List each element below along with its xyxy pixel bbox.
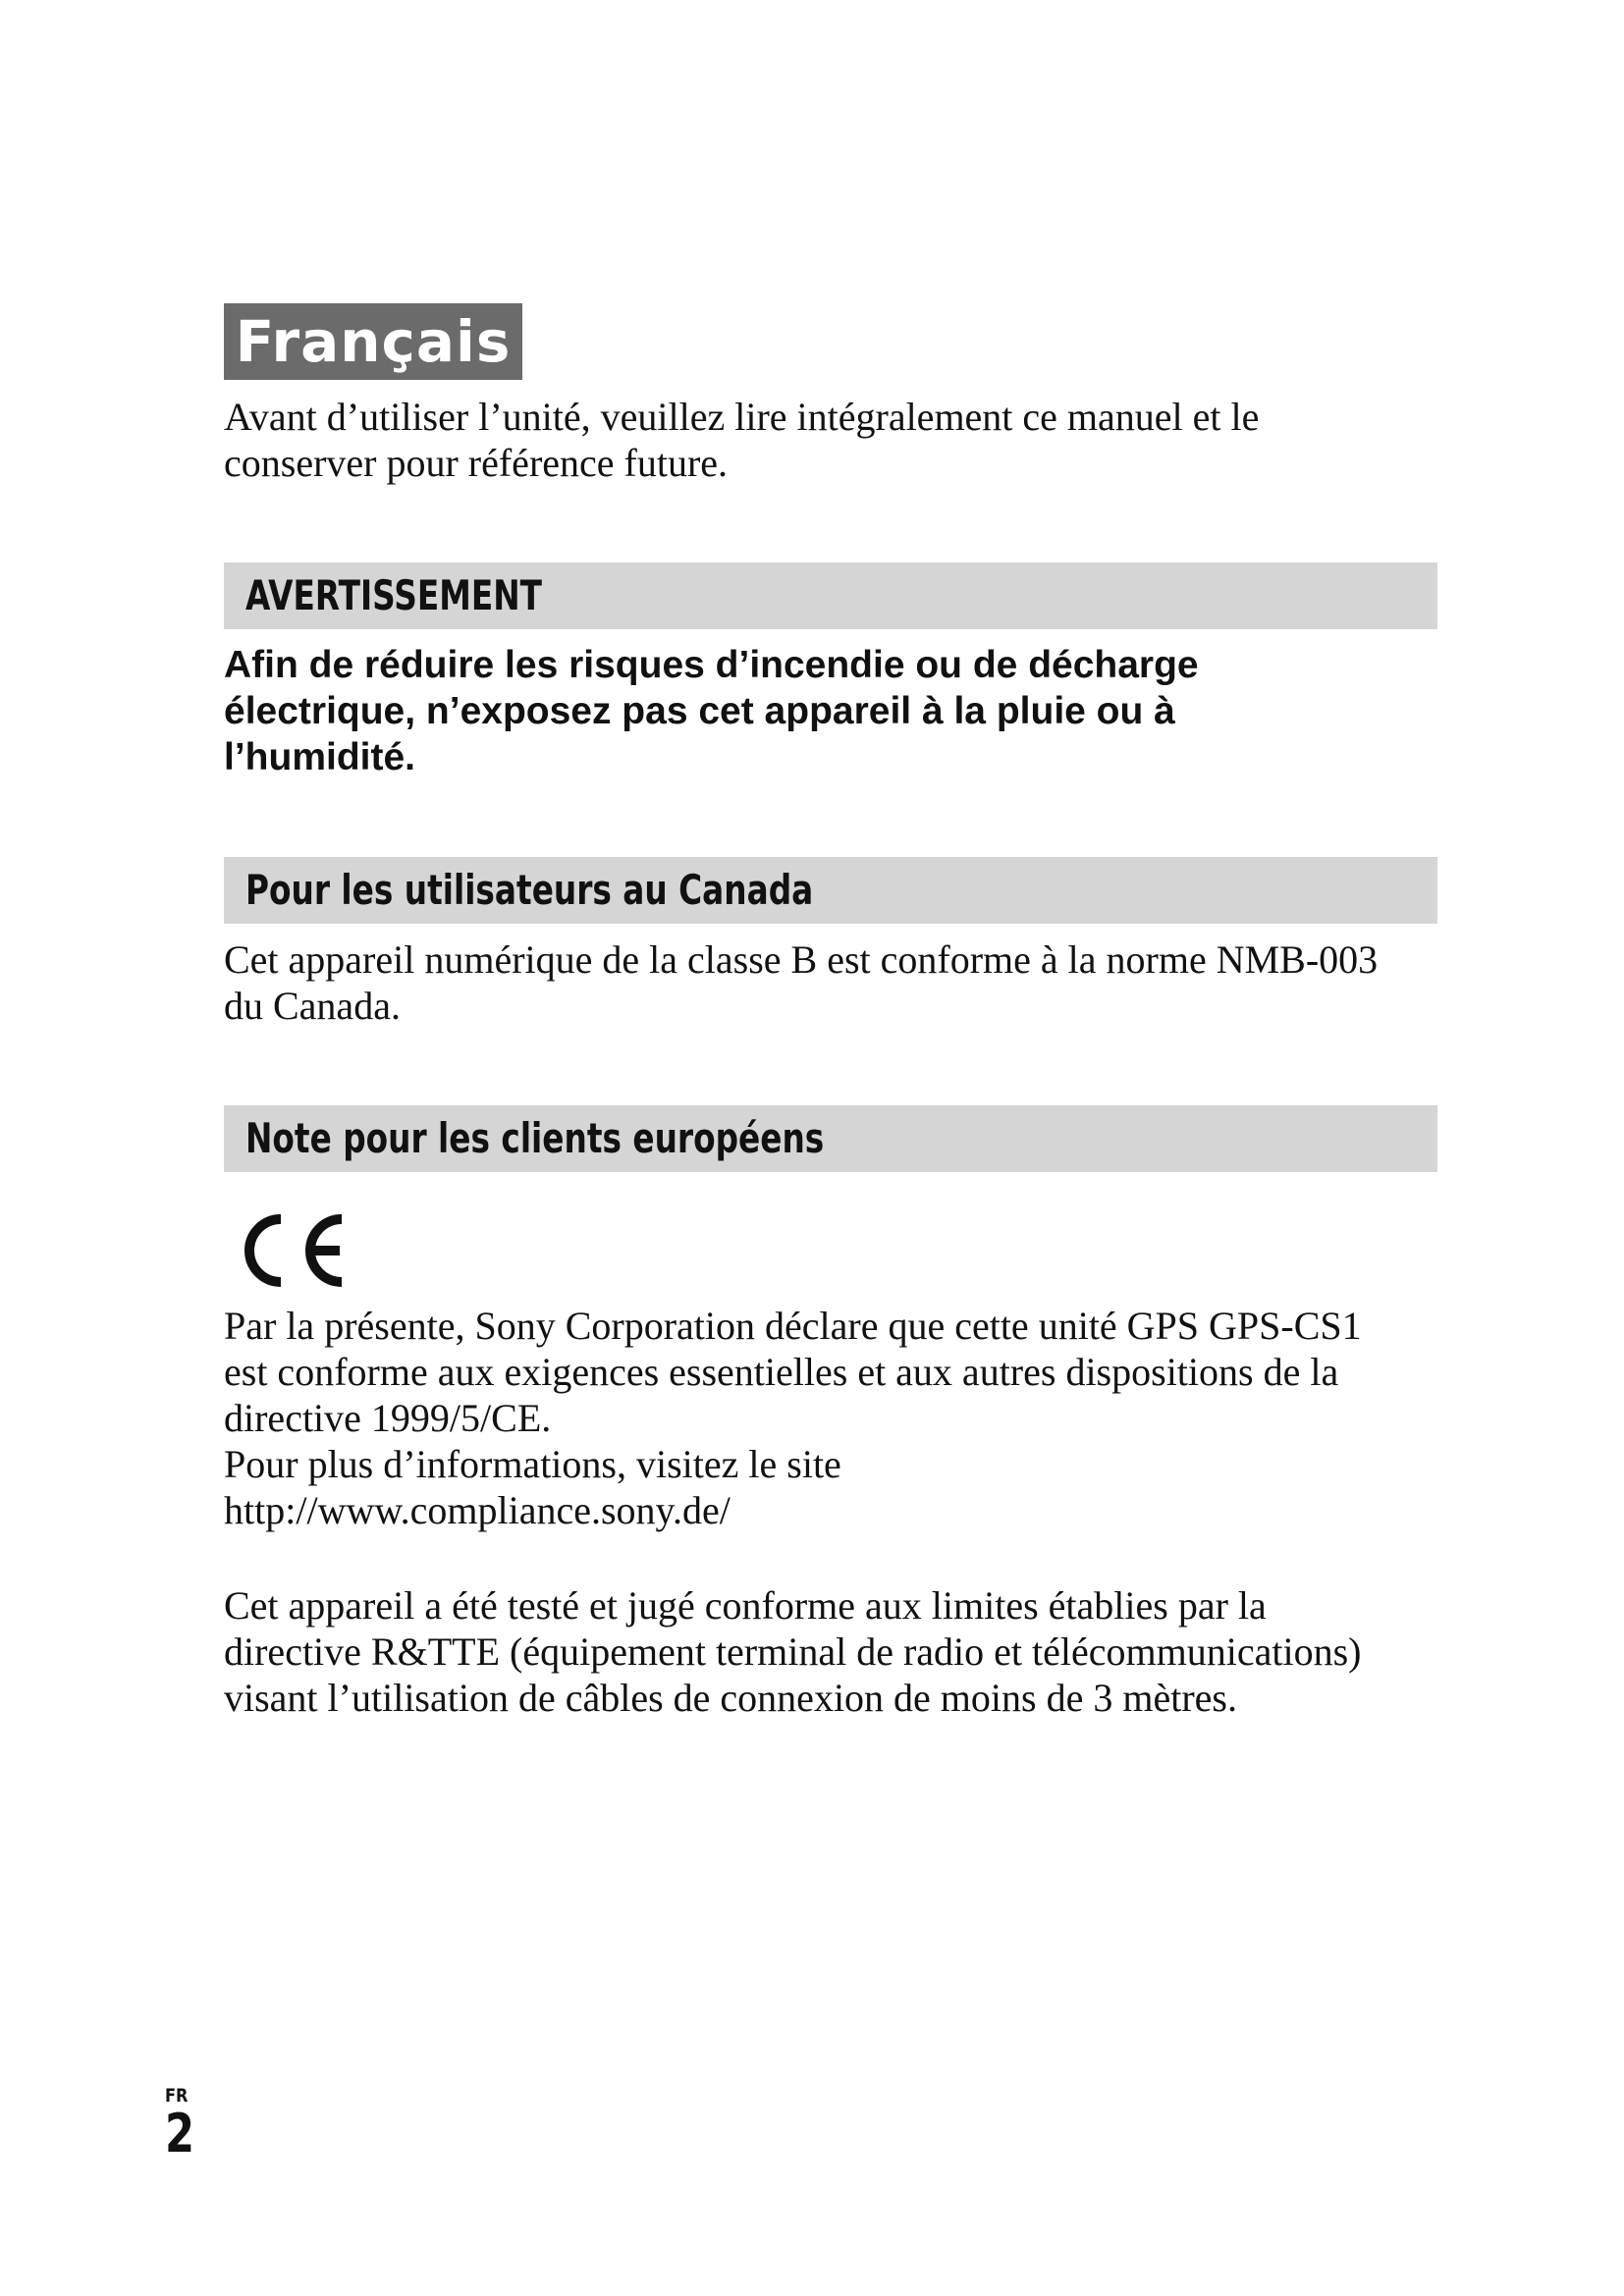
canada-line: du Canada. [224, 984, 401, 1028]
europe-paragraph-2 [224, 1582, 1441, 1721]
intro-paragraph [224, 394, 1441, 486]
europe-line: est conforme aux exigences essentielles et aux autres dispositions de la [224, 1350, 1339, 1394]
europe-line: directive 1999/5/CE. [224, 1396, 552, 1440]
warning-line: l’humidité. [224, 736, 415, 778]
language-code: FR [165, 2085, 189, 2107]
europe-heading-bar [224, 1105, 1437, 1172]
warning-line: électrique, n’exposez pas cet appareil à la pluie ou à [224, 690, 1175, 732]
warning-line: Afin de réduire les risques d’incendie ou de décharge [224, 644, 1199, 686]
page-number: 2 [165, 2103, 195, 2164]
compliance-url: http://www.compliance.sony.de/ [224, 1488, 731, 1532]
canada-heading: Pour les utilisateurs au Canada [245, 866, 814, 914]
europe-heading: Note pour les clients européens [245, 1114, 825, 1162]
europe-line: Cet appareil a été testé et jugé conforme aux limites établies par la [224, 1583, 1267, 1628]
canada-heading-bar [224, 857, 1437, 924]
warning-heading: AVERTISSEMENT [245, 571, 542, 619]
intro-line: conserver pour référence future. [224, 441, 729, 485]
canada-paragraph [224, 936, 1441, 1029]
canada-line: Cet appareil numérique de la classe B est conforme à la norme NMB-003 [224, 937, 1379, 982]
ce-mark-logo [234, 1205, 352, 1296]
intro-line: Avant d’utiliser l’unité, veuillez lire intégralement ce manuel et le [224, 395, 1260, 439]
page-footer [165, 2085, 202, 2162]
europe-line: Par la présente, Sony Corporation déclare que cette unité GPS GPS-CS1 [224, 1304, 1362, 1348]
warning-heading-bar [224, 562, 1437, 629]
europe-line: directive R&TTE (équipement terminal de radio et télécommunications) [224, 1629, 1362, 1674]
language-tab: Français [224, 303, 522, 380]
europe-line: Pour plus d’informations, visitez le site [224, 1442, 841, 1486]
europe-paragraph-1 [224, 1303, 1441, 1533]
europe-line: visant l’utilisation de câbles de connexion de moins de 3 mètres. [224, 1676, 1237, 1720]
warning-text [224, 642, 1324, 780]
